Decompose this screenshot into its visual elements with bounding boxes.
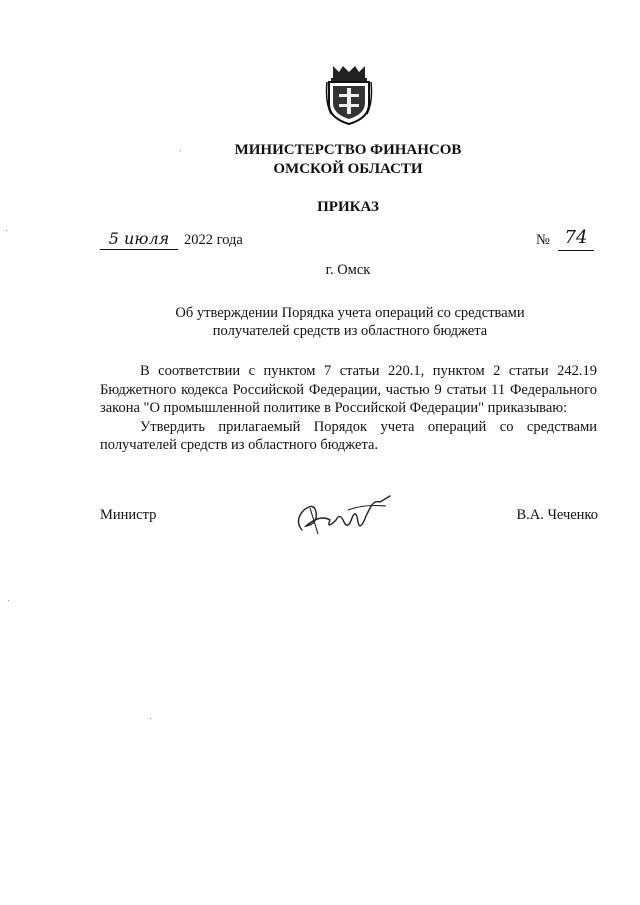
body-paragraph-2: Утвердить прилагаемый Порядок учета операций со средствами получателей средств из областного бюджета. xyxy=(100,418,597,453)
document-body xyxy=(100,362,597,455)
body-paragraph-1: В соответствии с пунктом 7 статьи 220.1, пунктом 2 статьи 242.19 Бюджетного кодекса Российской Федерации, частью 9 статьи 11 Федерального закона "О промышленной политике в Российской Федерации" приказываю: xyxy=(100,363,597,416)
scan-speck xyxy=(8,600,9,601)
city: г. Омск xyxy=(325,262,371,278)
scan-speck xyxy=(6,230,7,231)
date-year: 2022 года xyxy=(184,232,243,248)
ministry-line-2: ОМСКОЙ ОБЛАСТИ xyxy=(273,161,423,177)
scan-speck xyxy=(150,718,151,719)
handwritten-date: 5 июля xyxy=(100,229,178,250)
document-subject xyxy=(100,304,600,340)
document-type: ПРИКАЗ xyxy=(317,199,379,215)
handwritten-signature-icon xyxy=(290,490,400,540)
omsk-coat-of-arms-icon xyxy=(325,62,373,126)
subject-line-1: Об утверждении Порядка учета операций со средствами xyxy=(175,305,525,321)
ministry-line-1: МИНИСТЕРСТВО ФИНАНСОВ xyxy=(234,142,462,158)
subject-line-2: получателей средств из областного бюджета xyxy=(212,323,488,339)
signer-title: Министр xyxy=(100,507,157,523)
handwritten-number: 74 xyxy=(558,226,594,251)
ministry-name xyxy=(0,141,640,179)
signer-name: В.А. Чеченко xyxy=(516,507,598,523)
date-number-line xyxy=(100,229,600,253)
scan-speck xyxy=(180,150,181,151)
number-label: № xyxy=(536,232,550,248)
